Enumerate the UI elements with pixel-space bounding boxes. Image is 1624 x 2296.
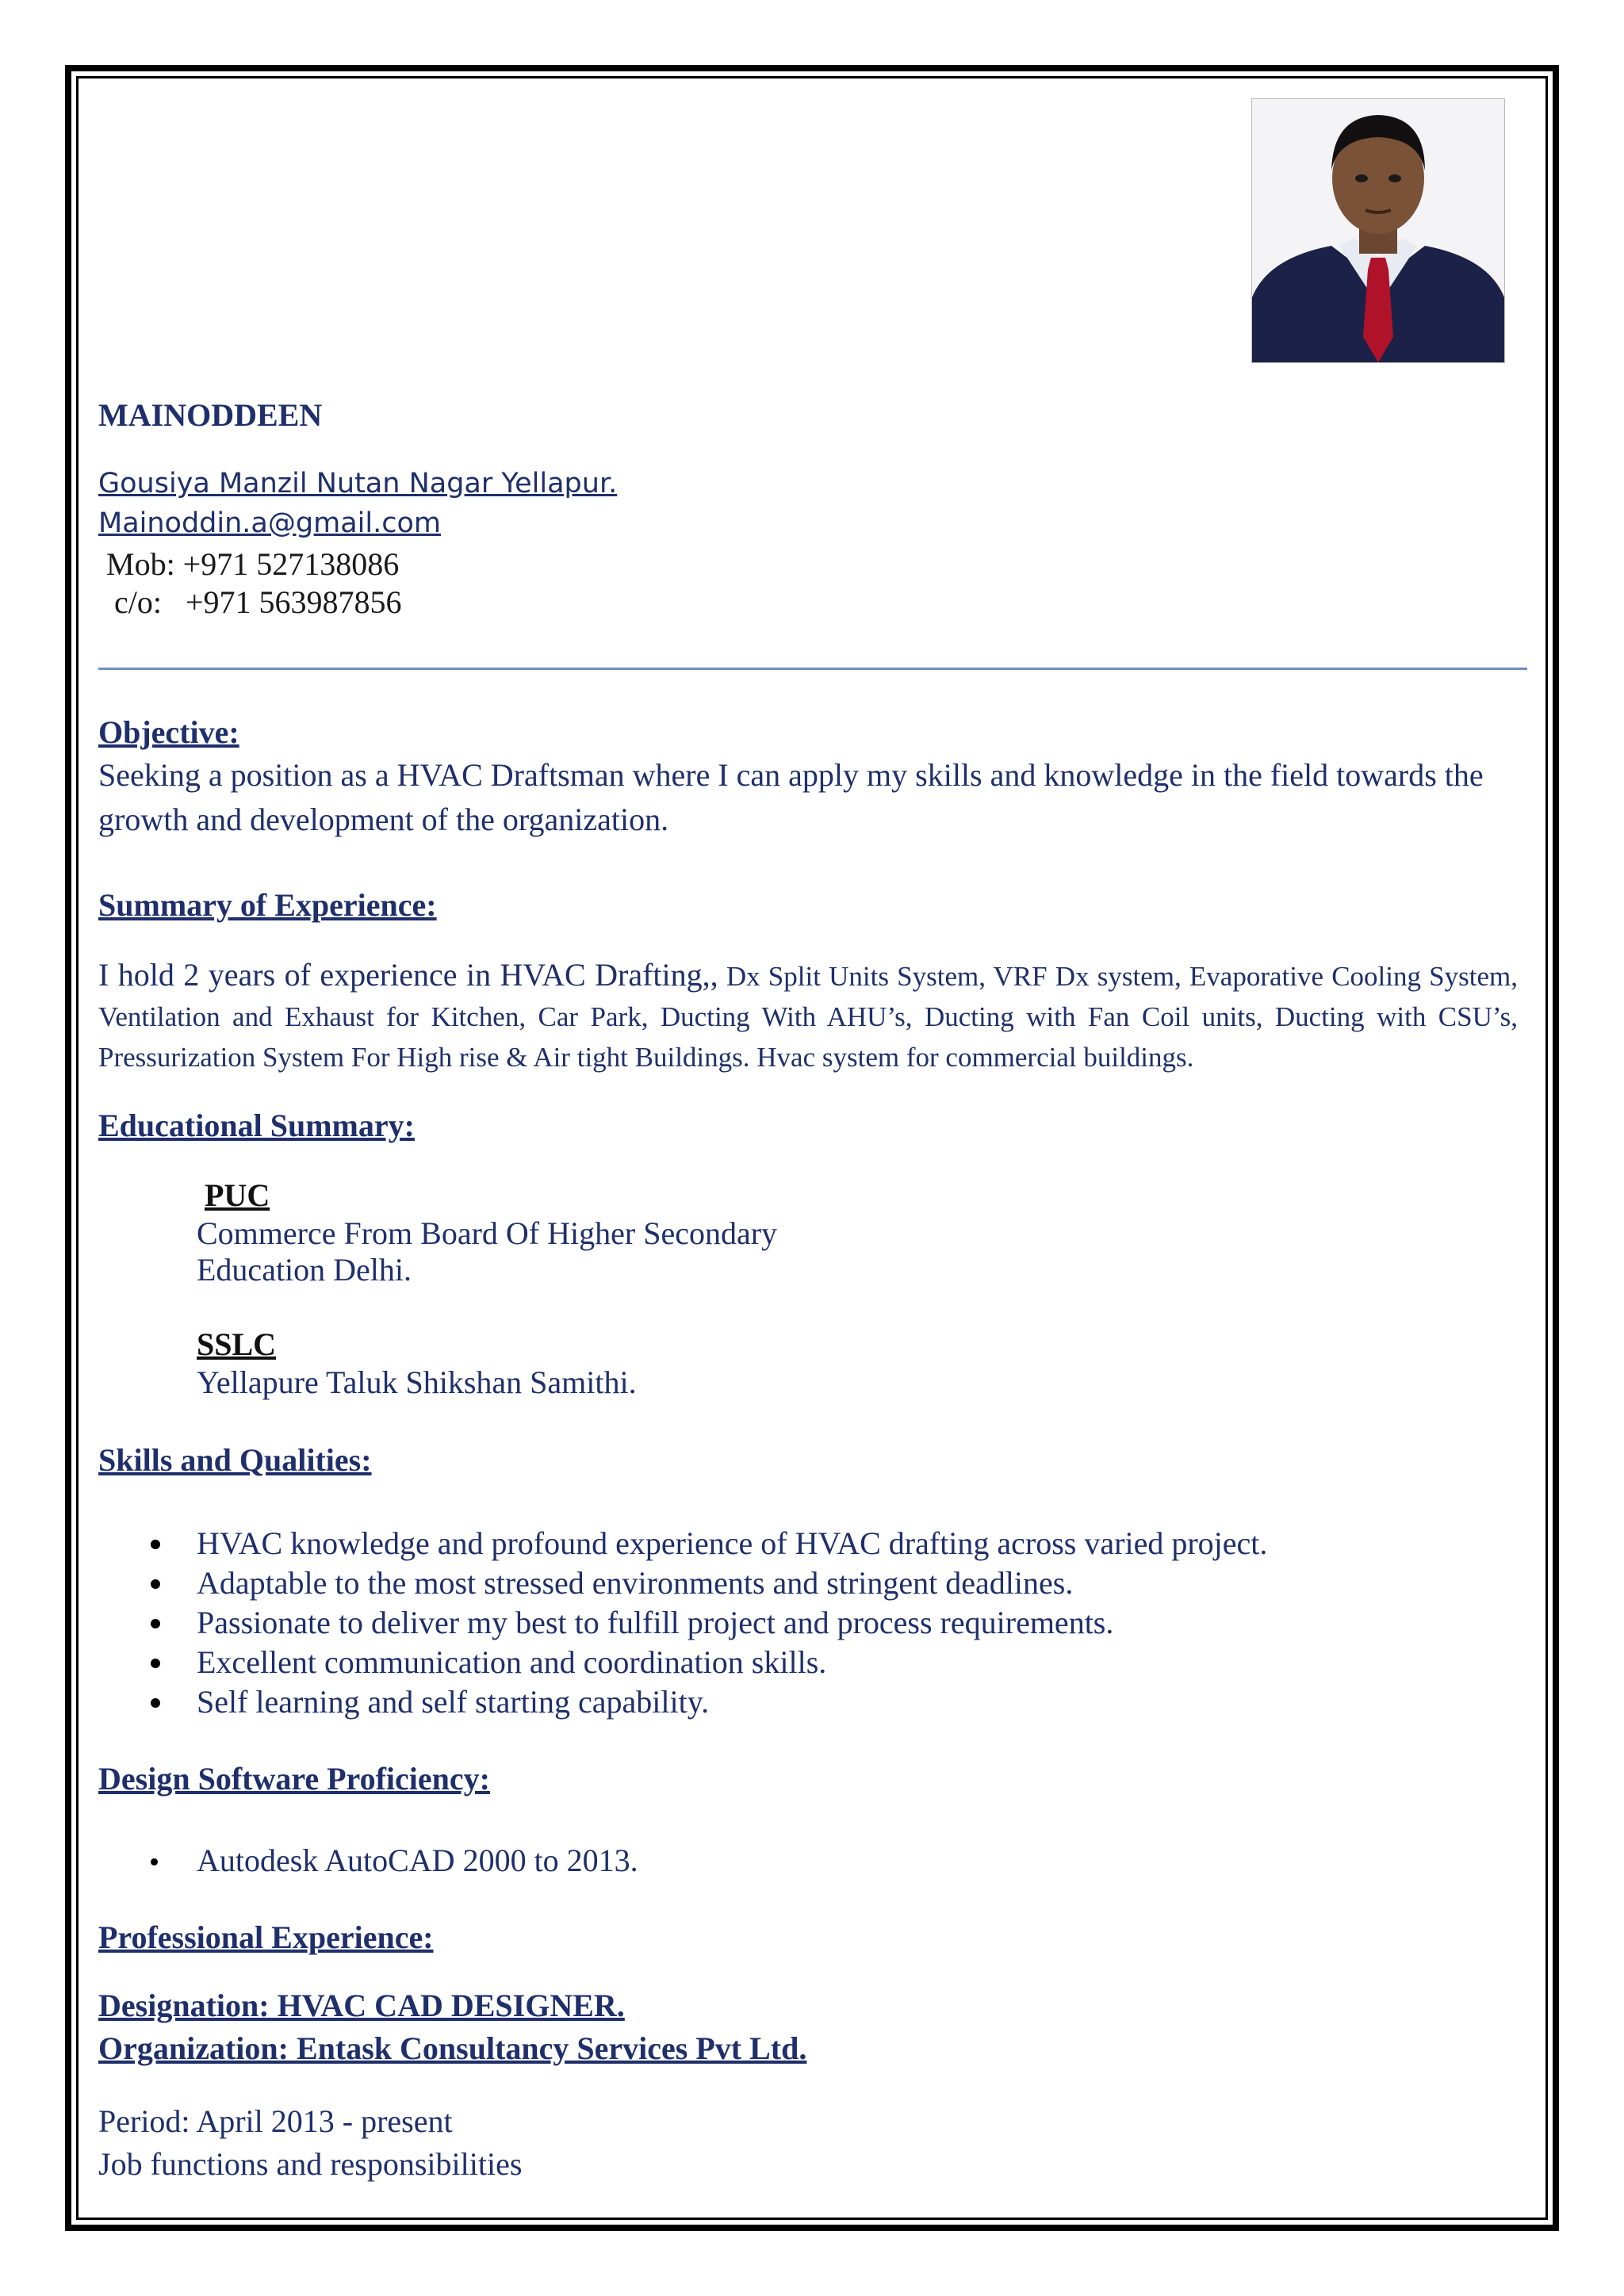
- bullet-icon: [151, 1858, 158, 1866]
- mobile-number: Mob: +971 527138086: [106, 546, 400, 582]
- list-item: Autodesk AutoCAD 2000 to 2013.: [98, 1841, 638, 1881]
- email-link[interactable]: Mainoddin.a@gmail.com: [98, 507, 441, 539]
- list-item: HVAC knowledge and profound experience of HVAC drafting across varied project.: [98, 1524, 1267, 1563]
- education-puc-line-1: Commerce From Board Of Higher Secondary: [197, 1215, 778, 1251]
- education-sslc-title: SSLC: [197, 1326, 277, 1362]
- organization: Organization: Entask Consultancy Services Pvt Ltd.: [98, 2030, 807, 2066]
- designation: Designation: HVAC CAD DESIGNER.: [98, 1988, 625, 2023]
- summary-lead: I hold 2 years of experience in HVAC Drafting,,: [98, 957, 718, 993]
- bullet-icon: [151, 1540, 160, 1549]
- objective-text: Seeking a position as a HVAC Draftsman where I can apply my skills and knowledge in the field towards the growth and development of the organization.: [98, 757, 1484, 837]
- list-item: Self learning and self starting capability.: [98, 1682, 1267, 1722]
- bullet-icon: [151, 1619, 160, 1628]
- professional-heading: Professional Experience:: [98, 1919, 434, 1955]
- education-sslc-line-1: Yellapure Taluk Shikshan Samithi.: [197, 1364, 637, 1400]
- profile-photo: [1251, 98, 1505, 363]
- education-puc-line-2: Education Delhi.: [197, 1252, 412, 1288]
- objective-heading: Objective:: [98, 714, 239, 750]
- list-item: Adaptable to the most stressed environments and stringent deadlines.: [98, 1563, 1267, 1603]
- summary-heading: Summary of Experience:: [98, 887, 437, 923]
- bullet-icon: [151, 1579, 160, 1589]
- job-functions: Job functions and responsibilities: [98, 2146, 523, 2182]
- education-puc-title: PUC: [205, 1177, 270, 1213]
- summary-body: Dx Split Units System, VRF Dx system, Evaporative Cooling System, Ventilation and Exhaust for Kitchen, Car Park, Ducting With AHU’s, Ducting with Fan Coil units, Ducting with CSU’s, Pressurization System For High rise & Air tight Buildings. Hvac system for commercial buildings.: [98, 961, 1519, 1073]
- skills-heading: Skills and Qualities:: [98, 1442, 372, 1478]
- list-item: Excellent communication and coordination skills.: [98, 1643, 1267, 1682]
- period: Period: April 2013 - present: [98, 2103, 453, 2139]
- bullet-icon: [151, 1698, 160, 1708]
- summary-text: [98, 955, 1518, 1077]
- bullet-icon: [151, 1659, 160, 1668]
- address-link[interactable]: Gousiya Manzil Nutan Nagar Yellapur.: [98, 468, 618, 499]
- candidate-name: MAINODDEEN: [98, 397, 323, 433]
- co-number: c/o: +971 563987856: [114, 584, 402, 620]
- software-heading: Design Software Proficiency:: [98, 1761, 490, 1797]
- software-list: [98, 1841, 638, 1881]
- skills-list: [98, 1524, 1267, 1722]
- header-divider: [98, 668, 1527, 670]
- education-heading: Educational Summary:: [98, 1108, 415, 1143]
- list-item: Passionate to deliver my best to fulfill project and process requirements.: [98, 1603, 1267, 1643]
